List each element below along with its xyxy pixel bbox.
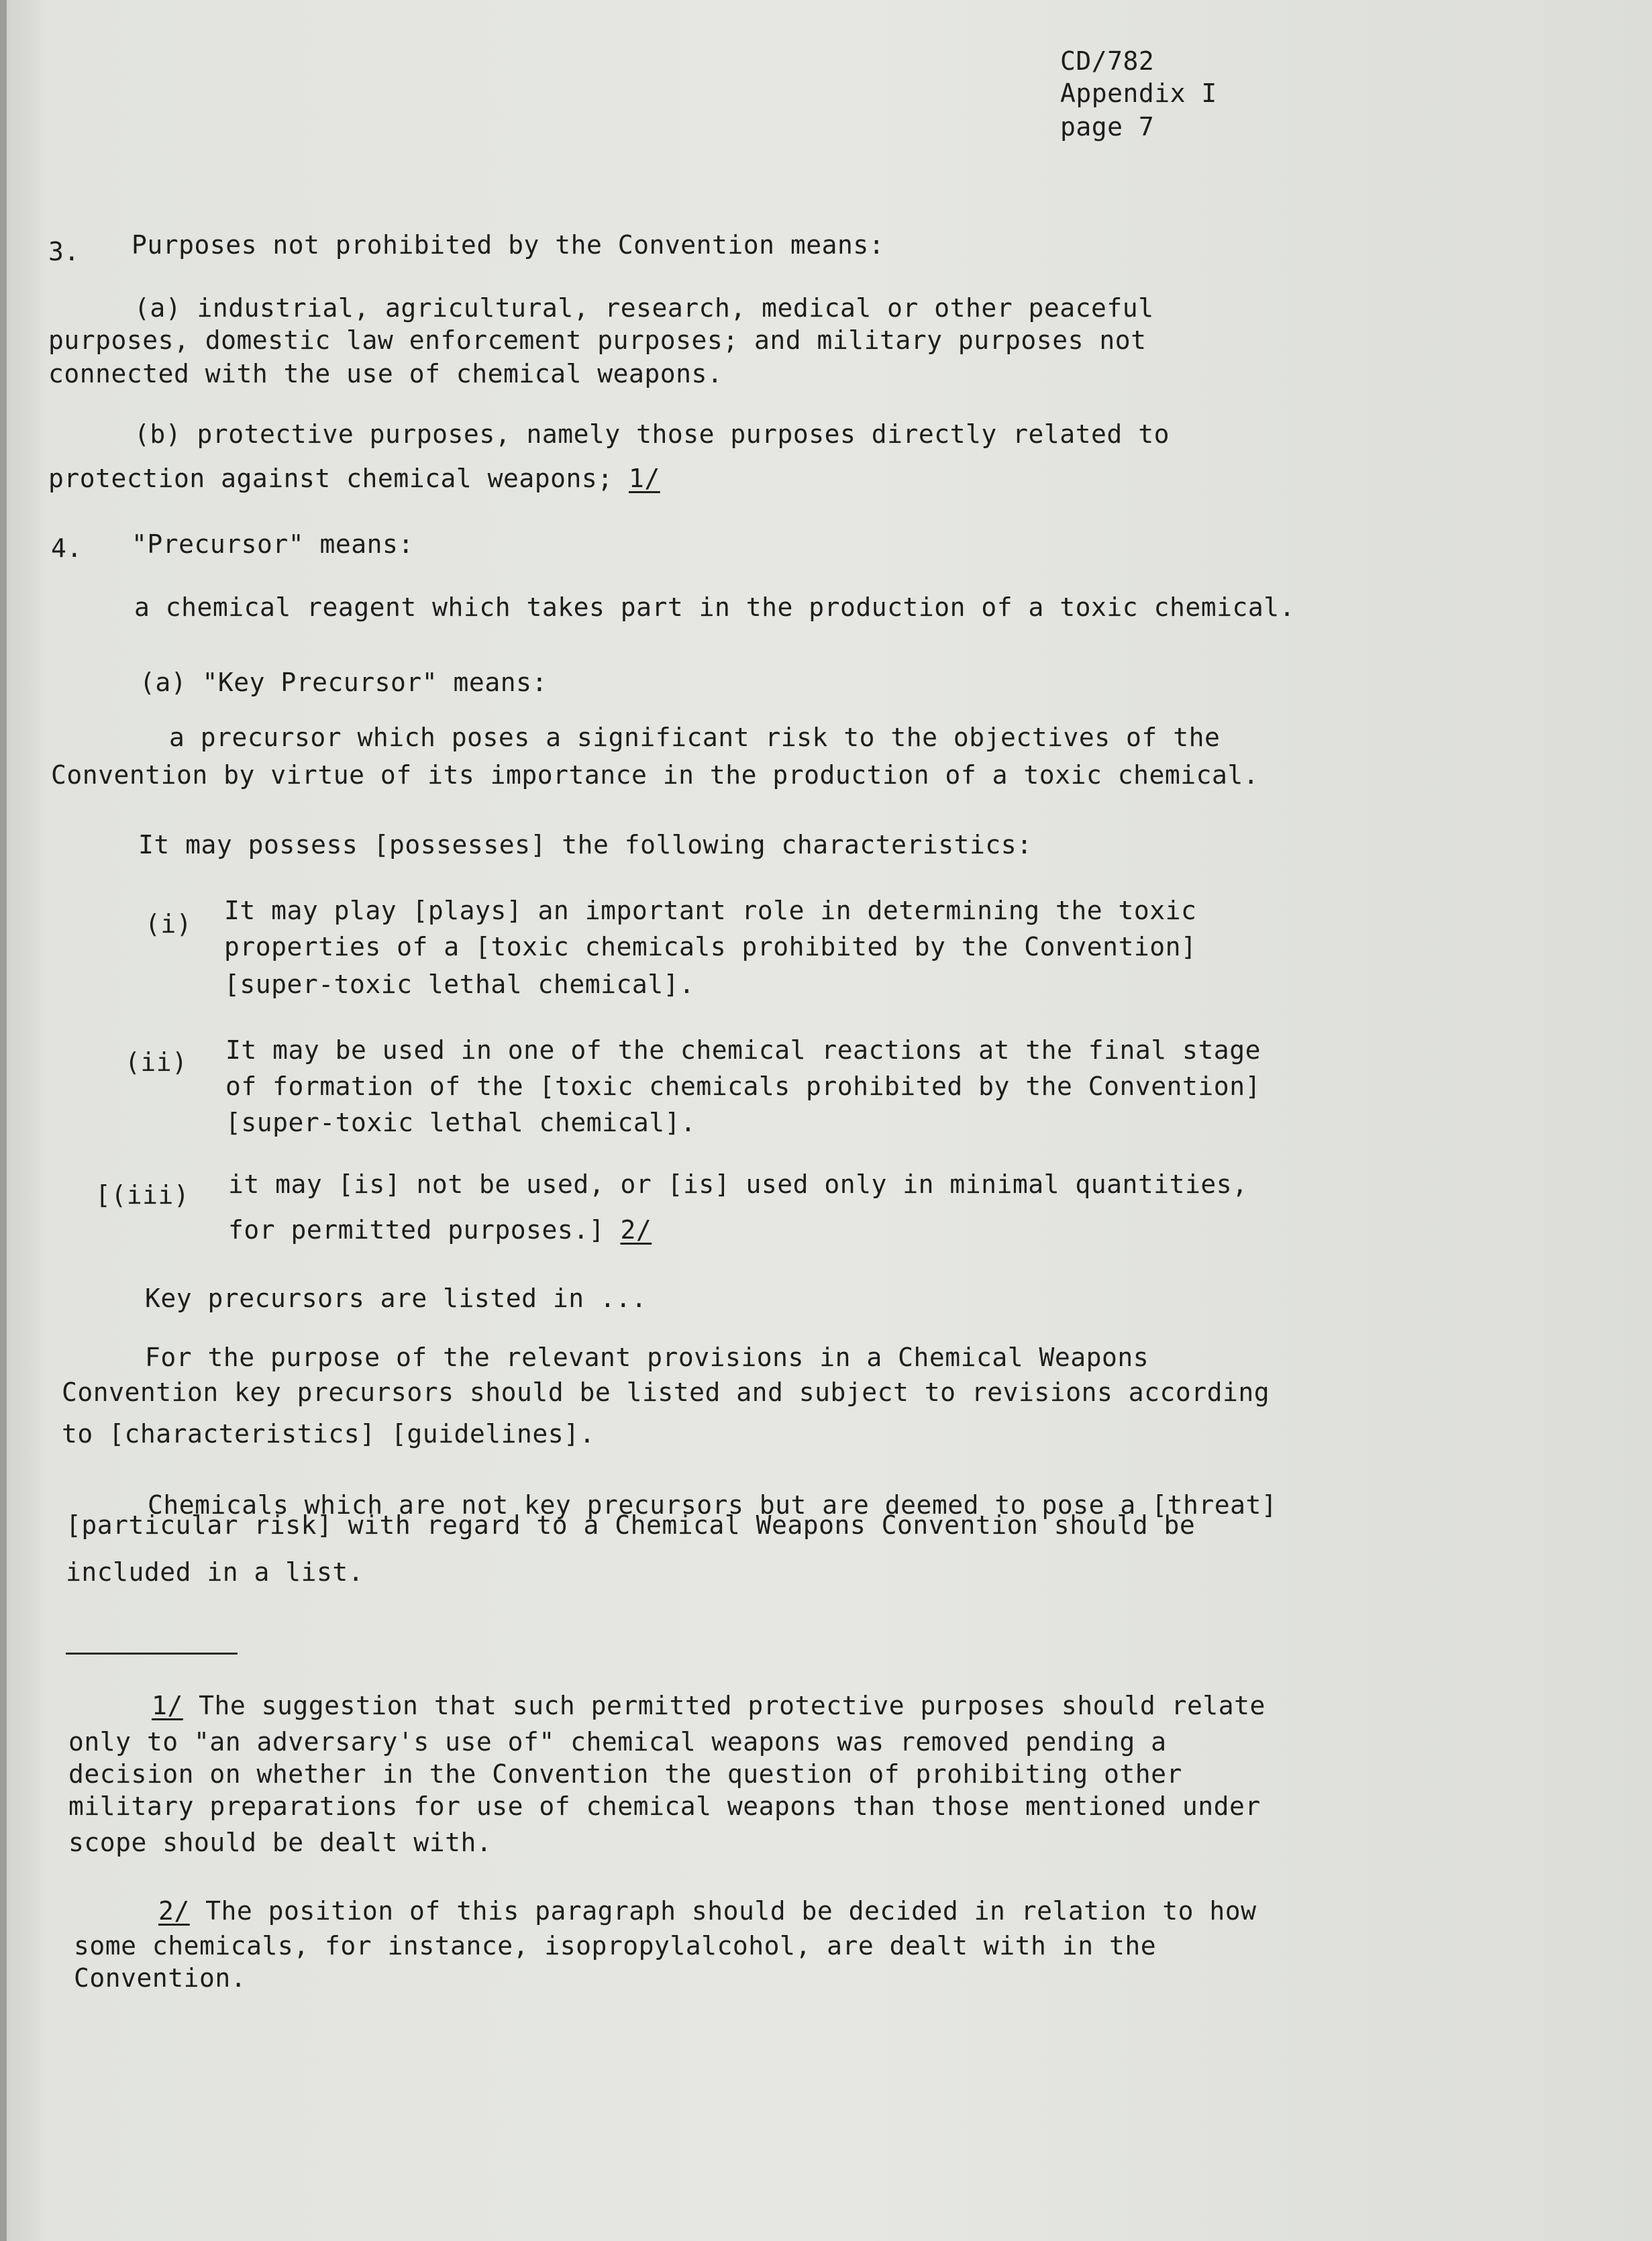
section-4-heading: "Precursor" means:: [132, 529, 414, 559]
section-3a-line: purposes, domestic law enforcement purposes; and military purposes not: [48, 325, 1147, 355]
item-i-line: It may play [plays] an important role in determining the toxic: [224, 896, 1197, 925]
footnote-ref-1: 1/: [628, 464, 660, 493]
section-3b-line: (b) protective purposes, namely those purposes directly related to: [134, 419, 1170, 449]
key-precursor-heading: (a) "Key Precursor" means:: [140, 668, 548, 697]
item-iii-text: for permitted purposes.]: [228, 1215, 621, 1245]
item-i-line: properties of a [toxic chemicals prohibited by the Convention]: [224, 932, 1197, 961]
purpose-paragraph-line: Convention key precursors should be listed and subject to revisions according: [62, 1377, 1270, 1407]
purpose-paragraph-line: For the purpose of the relevant provisions in a Chemical Weapons: [145, 1343, 1149, 1372]
item-iii-line: [228, 1212, 652, 1248]
key-precursor-definition-line: a precursor which poses a significant risk to the objectives of the: [169, 723, 1221, 752]
footnote-2-ref: 2/: [158, 1896, 190, 1926]
chemicals-paragraph-line: included in a list.: [66, 1557, 364, 1587]
footnote-1-line: scope should be dealt with.: [68, 1828, 493, 1857]
item-ii-line: It may be used in one of the chemical reactions at the final stage: [225, 1035, 1261, 1065]
footnote-separator: [66, 1653, 238, 1655]
item-ii-number: (ii): [125, 1047, 188, 1077]
footnote-1-first-line: [152, 1688, 1266, 1723]
footnote-2-first-line: [158, 1893, 1256, 1928]
appendix-label: Appendix I: [1060, 79, 1217, 108]
precursor-definition: a chemical reagent which takes part in the production of a toxic chemical.: [134, 592, 1295, 622]
characteristics-intro: It may possess [possesses] the following characteristics:: [138, 830, 1033, 859]
section-3a-line: connected with the use of chemical weapons.: [48, 359, 723, 388]
page-number: page 7: [1060, 112, 1155, 142]
item-ii-line: of formation of the [toxic chemicals prohibited by the Convention]: [225, 1072, 1261, 1101]
section-3-number: 3.: [48, 237, 80, 266]
item-ii-line: [super-toxic lethal chemical].: [225, 1108, 696, 1137]
key-precursor-definition-line: Convention by virtue of its importance in the production of a toxic chemical.: [51, 760, 1259, 790]
item-i-number: (i): [145, 909, 193, 939]
section-4-number: 4.: [51, 533, 83, 563]
section-3b-text: protection against chemical weapons;: [48, 464, 629, 493]
chemicals-paragraph-line: Chemicals which are not key precursors but are deemed to pose a [threat]: [148, 1490, 1278, 1520]
footnote-1-line: military preparations for use of chemical weapons than those mentioned under: [68, 1791, 1261, 1821]
footnote-1-text: The suggestion that such permitted protective purposes should relate: [183, 1691, 1266, 1720]
item-i-line: [super-toxic lethal chemical].: [224, 970, 695, 999]
footnote-1-line: only to "an adversary's use of" chemical weapons was removed pending a: [68, 1727, 1167, 1757]
key-precursors-listed: Key precursors are listed in ...: [145, 1284, 648, 1313]
footnote-2-line: some chemicals, for instance, isopropylalcohol, are dealt with in the: [74, 1931, 1157, 1961]
footnote-2-line: Convention.: [74, 1963, 247, 1993]
chemicals-paragraph-line: [particular risk] with regard to a Chemical Weapons Convention should be: [66, 1510, 1196, 1540]
doc-symbol: CD/782: [1060, 46, 1155, 76]
footnote-1-line: decision on whether in the Convention the question of prohibiting other: [68, 1759, 1182, 1789]
item-iii-line: it may [is] not be used, or [is] used only in minimal quantities,: [228, 1169, 1248, 1199]
item-iii-number: [(iii): [95, 1180, 190, 1210]
purpose-paragraph-line: to [characteristics] [guidelines].: [62, 1419, 595, 1449]
footnote-1-ref: 1/: [152, 1691, 183, 1720]
footnote-2-text: The position of this paragraph should be decided in relation to how: [189, 1896, 1257, 1926]
section-3-heading: Purposes not prohibited by the Convention means:: [132, 230, 885, 260]
section-3a-line: (a) industrial, agricultural, research, medical or other peaceful: [134, 293, 1154, 323]
footnote-ref-2: 2/: [620, 1215, 652, 1245]
section-3b-line: [48, 460, 660, 497]
